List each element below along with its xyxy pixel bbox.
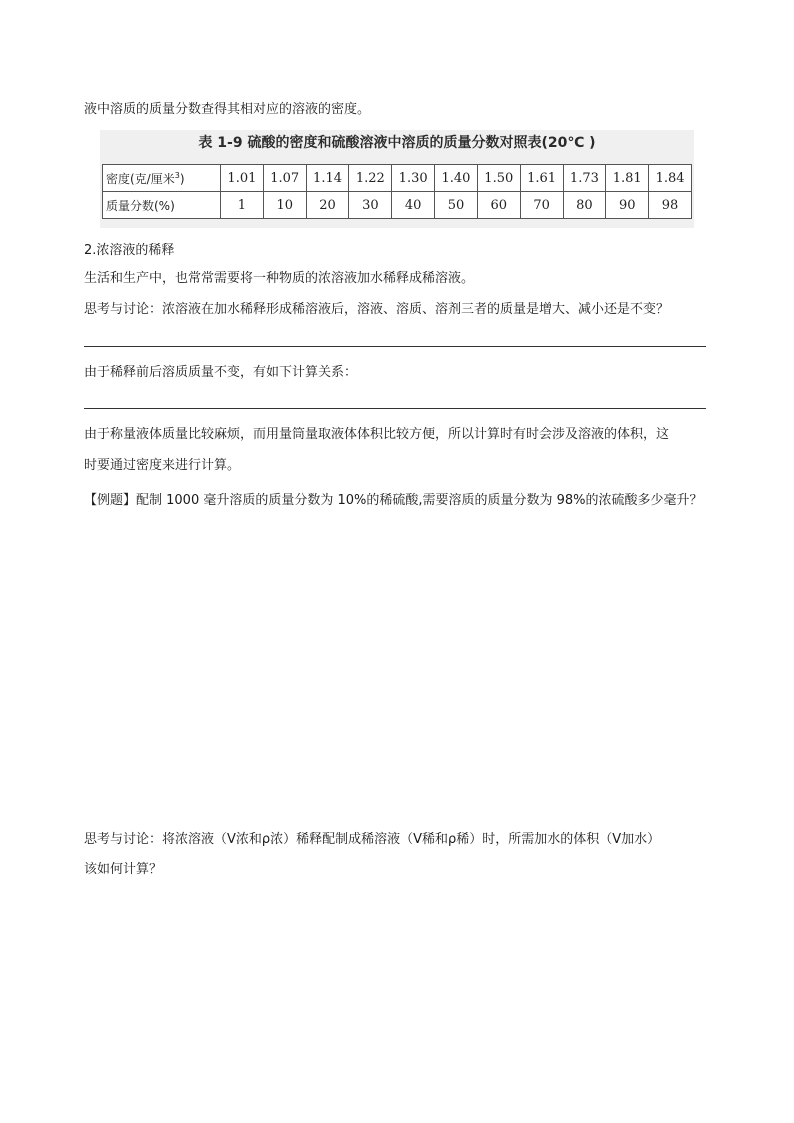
discussion-question: 思考与讨论：将浓溶液（V浓和ρ浓）稀释配制成稀溶液（V稀和ρ稀）时，所需加水的体积（V加水） — [84, 832, 661, 847]
paragraph: 由于称量液体质量比较麻烦，而用量筒量取液体体积比较方便，所以计算时有时会涉及溶液的体积，这 — [84, 427, 670, 442]
density-row-label: 密度(克/厘米$^3$) — [103, 165, 221, 192]
paragraph: 生活和生产中，也常常需要将一种物质的浓溶液加水稀释成稀溶液。 — [84, 271, 475, 286]
answer-line — [84, 346, 706, 347]
paragraph: 由于稀释前后溶质质量不变，有如下计算关系： — [84, 365, 358, 380]
fraction-row-label: 质量分数(%) — [103, 192, 221, 219]
paragraph: 时要通过密度来进行计算。 — [84, 458, 241, 473]
table-cell: 40 — [392, 192, 435, 219]
table-cell: 98 — [649, 192, 692, 219]
section-heading: 2.浓溶液的稀释 — [84, 243, 175, 258]
table-cell: 1.81 — [606, 165, 649, 192]
density-table-figure — [100, 130, 694, 228]
table-cell: 1.50 — [477, 165, 520, 192]
discussion-question: 该如何计算？ — [84, 862, 163, 877]
table-cell: 1.22 — [349, 165, 392, 192]
table-cell: 60 — [477, 192, 520, 219]
intro-paragraph: 液中溶质的质量分数查得其相对应的溶液的密度。 — [84, 102, 371, 117]
table-cell: 1.73 — [563, 165, 606, 192]
table-cell: 1.30 — [392, 165, 435, 192]
table-cell: 30 — [349, 192, 392, 219]
density-row — [103, 165, 692, 192]
table-cell: 1.61 — [520, 165, 563, 192]
table-cell: 80 — [563, 192, 606, 219]
table-cell: 1.01 — [221, 165, 264, 192]
table-cell: 1.84 — [649, 165, 692, 192]
answer-line — [84, 408, 706, 409]
example-problem: 【例题】配制 1000 毫升溶质的质量分数为 10%的稀硫酸,需要溶质的质量分数为 98%的浓硫酸多少毫升？ — [84, 493, 703, 508]
fraction-row — [103, 192, 692, 219]
table-cell: 1 — [221, 192, 264, 219]
discussion-question: 思考与讨论：浓溶液在加水稀释形成稀溶液后，溶液、溶质、溶剂三者的质量是增大、减小还是不变？ — [84, 302, 670, 317]
table-cell: 1.07 — [263, 165, 306, 192]
table-cell: 70 — [520, 192, 563, 219]
table-cell: 1.40 — [435, 165, 478, 192]
table-cell: 90 — [606, 192, 649, 219]
table-cell: 20 — [306, 192, 349, 219]
table-title: 表 1-9 硫酸的密度和硫酸溶液中溶质的质量分数对照表(20℃ ) — [198, 135, 596, 151]
table-cell: 1.14 — [306, 165, 349, 192]
table-cell: 10 — [263, 192, 306, 219]
density-table — [102, 164, 692, 219]
table-cell: 50 — [435, 192, 478, 219]
